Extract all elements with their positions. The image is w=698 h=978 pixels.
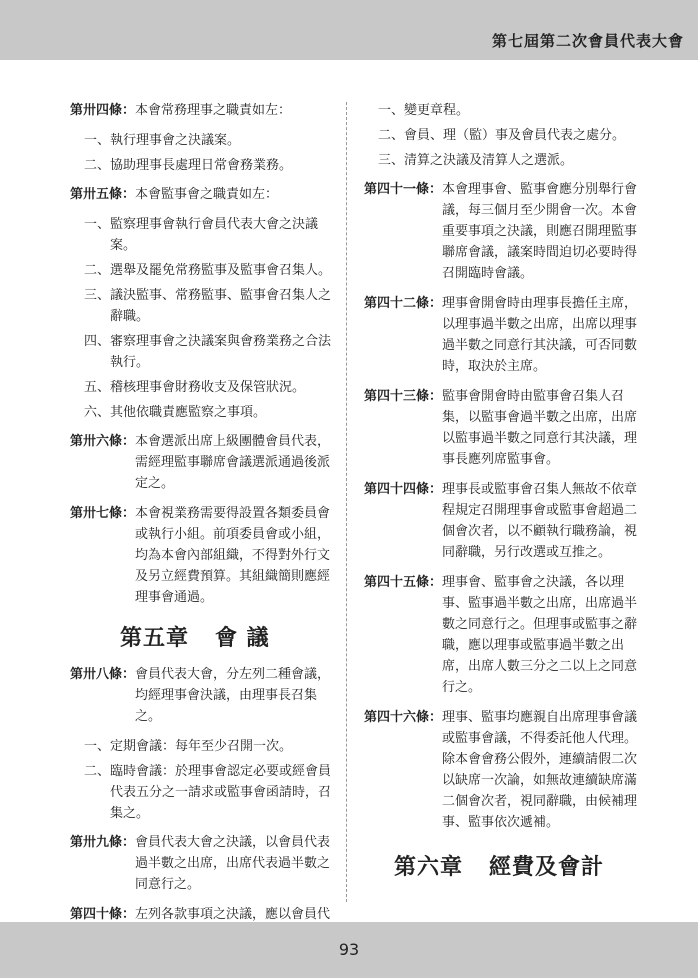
chapter-title: 經費及會計: [489, 855, 605, 880]
list-item: [70, 260, 342, 281]
item-text: 選舉及罷免常務監事及監事會召集人。: [110, 263, 332, 278]
article-text: 會員代表大會之決議，以會員代表過半數之出席，出席代表過半數之同意行之。: [135, 835, 331, 892]
list-item: [70, 130, 342, 151]
item-number: 三、: [84, 288, 111, 303]
chapter-title: 會 議: [215, 626, 270, 651]
article-label: 第四十六條: [364, 710, 430, 725]
page-number: 93: [338, 940, 360, 959]
article-text: 會員代表大會，分左列二種會議，均經理事會決議，由理事長召集之。: [135, 667, 331, 724]
article-38-items: [70, 736, 342, 824]
colon: ：: [429, 296, 443, 311]
article-label: 第四十三條: [364, 389, 430, 404]
chapter-6-heading: [394, 853, 648, 883]
item-number: 一、: [84, 739, 111, 754]
list-item: [70, 377, 342, 398]
article-label: 第卅七條: [70, 506, 123, 521]
colon: ：: [429, 389, 443, 404]
item-text: 清算之決議及清算人之選派。: [404, 153, 574, 168]
article-37: [70, 503, 342, 608]
article-35: [70, 184, 342, 205]
article-34: [70, 100, 342, 121]
item-text: 稽核理事會財務收支及保管狀況。: [110, 380, 306, 395]
item-number: 六、: [84, 405, 111, 420]
article-text: 本會常務理事之職責如左：: [135, 103, 292, 118]
article-text: 理事會開會時由理事長擔任主席，以理事過半數之出席，出席以理事過半數之同意行其決議，可否同數時，取決於主席。: [442, 296, 638, 374]
article-38: [70, 664, 342, 727]
list-item: [364, 125, 648, 146]
chapter-number: 第五章: [120, 626, 190, 651]
article-43: [364, 386, 648, 470]
item-number: 二、: [84, 158, 111, 173]
article-label: 第卅九條: [70, 835, 123, 850]
article-text: 本會理事會、監事會應分別舉行會議，每三個月至少開會一次。本會重要事項之決議，則應召開理監事聯席會議，議案時間迫切必要時得召開臨時會議。: [442, 182, 638, 281]
item-number: 一、: [378, 103, 405, 118]
colon: ：: [122, 103, 136, 118]
header-title: 第七屆第二次會員代表大會: [491, 32, 684, 50]
colon: ：: [122, 907, 136, 922]
page-header: [0, 0, 698, 60]
article-44: [364, 479, 648, 563]
item-text: 變更章程。: [404, 103, 470, 118]
item-text: 執行理事會之決議案。: [110, 133, 241, 148]
article-label: 第四十條: [70, 907, 123, 922]
item-number: 二、: [84, 764, 111, 779]
item-number: 三、: [378, 153, 405, 168]
item-number: 二、: [378, 128, 405, 143]
article-text: 理事、監事均應親自出席理事會議或監事會議，不得委託他人代理。除本會會務公假外，連續請假二次以缺席一次論，如無故連續缺席滿二個會次者，視同辭職，由候補理事、監事依次遞補。: [442, 710, 638, 830]
article-35-items: [70, 214, 342, 423]
article-46: [364, 707, 648, 833]
colon: ：: [122, 506, 136, 521]
item-text: 會員、理（監）事及會員代表之處分。: [404, 128, 626, 143]
article-label: 第四十五條: [364, 575, 430, 590]
chapter-5-heading: [120, 624, 342, 654]
list-item: [364, 150, 648, 171]
article-label: 第卅六條: [70, 434, 123, 449]
article-label: 第四十二條: [364, 296, 430, 311]
left-column: [70, 100, 342, 976]
colon: ：: [429, 482, 443, 497]
item-text: 監察理事會執行會員代表大會之決議案。: [110, 217, 319, 253]
article-label: 第卅五條: [70, 187, 123, 202]
article-36: [70, 431, 342, 494]
list-item: [70, 331, 342, 373]
column-divider: [346, 102, 347, 902]
article-text: 理事長或監事會召集人無故不依章程規定召開理事會或監事會超過二個會次者，以不顧執行職務論，視同辭職，另行改選或互推之。: [442, 482, 638, 560]
article-39: [70, 832, 342, 895]
page-footer: [0, 922, 698, 978]
list-item: [70, 214, 342, 256]
colon: ：: [122, 835, 136, 850]
right-column: [364, 100, 648, 883]
item-text: 協助理事長處理日常會務業務。: [110, 158, 293, 173]
colon: ：: [429, 710, 443, 725]
colon: ：: [122, 434, 136, 449]
item-number: 一、: [84, 133, 111, 148]
list-item: [70, 155, 342, 176]
item-text: 審察理事會之決議案與會務業務之合法執行。: [110, 334, 332, 370]
article-text: 本會監事會之職責如左：: [135, 187, 279, 202]
chapter-number: 第六章: [394, 855, 464, 880]
item-text: 其他依職責應監察之事項。: [110, 405, 267, 420]
item-text: 議決監事、常務監事、監事會召集人之辭職。: [110, 288, 332, 324]
article-text: 左列各款事項之決議，應以會員代: [135, 907, 331, 922]
colon: ：: [429, 575, 443, 590]
list-item: [70, 402, 342, 423]
article-45: [364, 572, 648, 698]
article-41: [364, 179, 648, 284]
list-item: [70, 761, 342, 824]
article-text: 理事會、監事會之決議，各以理事、監事過半數之出席，出席過半數之同意行之。但理事或監事之辭職，應以理事或監事過半數之出席，出席人數三分之二以上之同意行之。: [442, 575, 638, 695]
article-label: 第卅四條: [70, 103, 123, 118]
article-label: 第四十一條: [364, 182, 430, 197]
item-text: 定期會議：每年至少召開一次。: [110, 739, 293, 754]
list-item: [70, 285, 342, 327]
item-number: 五、: [84, 380, 111, 395]
colon: ：: [122, 187, 136, 202]
article-42: [364, 293, 648, 377]
article-label: 第卅八條: [70, 667, 123, 682]
item-number: 二、: [84, 263, 111, 278]
list-item: [70, 736, 342, 757]
article-40-items: [364, 100, 648, 171]
article-34-items: [70, 130, 342, 176]
list-item: [364, 100, 648, 121]
item-number: 一、: [84, 217, 111, 232]
article-text: 本會視業務需要得設置各類委員會或執行小組。前項委員會或小組，均為本會內部組織，不得對外行文及另立經費預算。其組織簡則應經理事會通過。: [135, 506, 331, 605]
article-label: 第四十四條: [364, 482, 430, 497]
article-text: 本會選派出席上級團體會員代表，需經理監事聯席會議選派通過後派定之。: [135, 434, 331, 491]
item-text: 臨時會議：於理事會認定必要或經會員代表五分之一請求或監事會函請時，召集之。: [110, 764, 332, 821]
colon: ：: [429, 182, 443, 197]
colon: ：: [122, 667, 136, 682]
article-text: 監事會開會時由監事會召集人召集，以監事會過半數之出席，出席以監事過半數之同意行其決議，理事長應列席監事會。: [442, 389, 638, 467]
item-number: 四、: [84, 334, 111, 349]
